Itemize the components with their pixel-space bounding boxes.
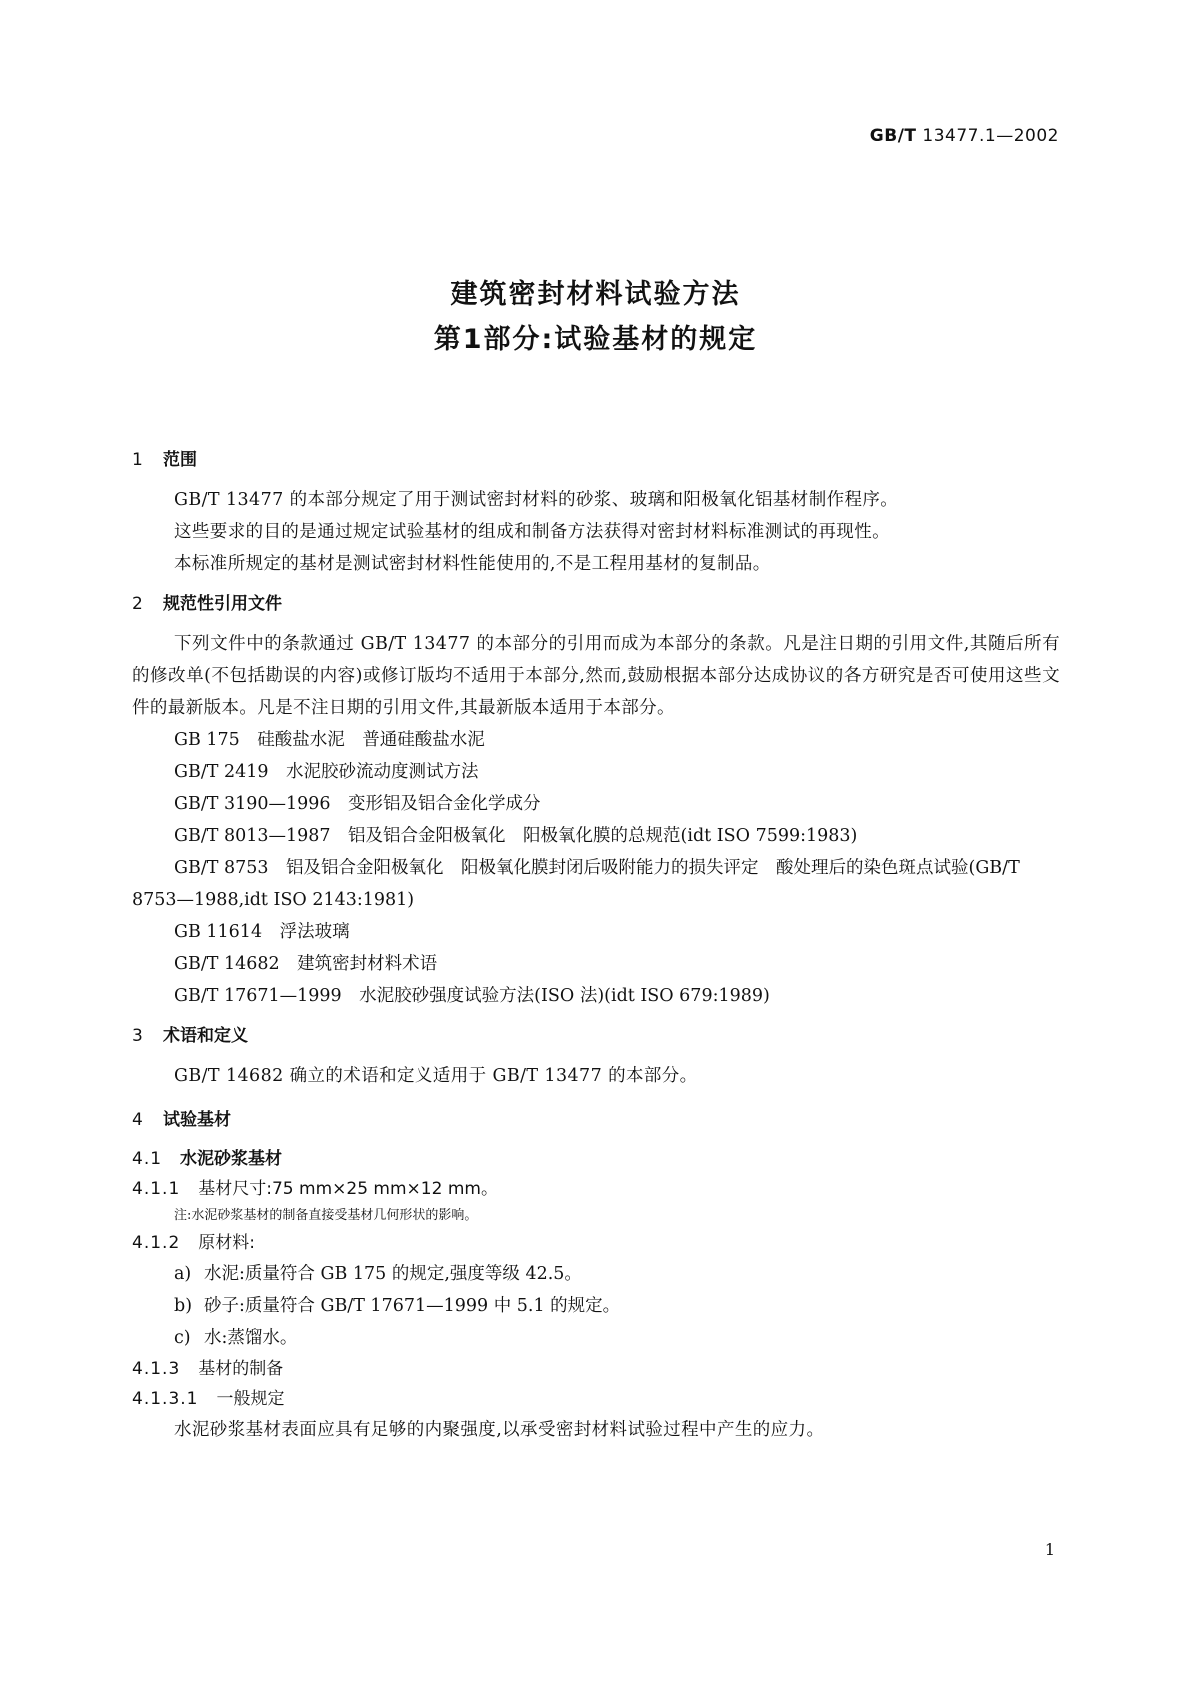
section-title: 术语和定义 — [163, 1026, 248, 1046]
scope-paragraph-3: 本标准所规定的基材是测试密封材料性能使用的,不是工程用基材的复制品。 — [174, 554, 771, 574]
terms-paragraph: GB/T 14682 确立的术语和定义适用于 GB/T 13477 的本部分。 — [174, 1066, 698, 1086]
clause-4-1-3 — [132, 1354, 1060, 1384]
section-number: 2 — [132, 594, 143, 614]
reference-item: GB 175 硅酸盐水泥 普通硅酸盐水泥 — [174, 730, 485, 750]
standard-code: 13477.1—2002 — [922, 126, 1059, 146]
list-label: b) — [174, 1296, 193, 1316]
list-text: 水泥:质量符合 GB 175 的规定,强度等级 42.5。 — [204, 1264, 582, 1284]
document-title — [0, 272, 1191, 362]
section-heading-terms — [132, 1022, 1060, 1050]
subsection-number: 4.1 — [132, 1149, 163, 1169]
title-line-2: 第1部分:试验基材的规定 — [433, 324, 758, 355]
clause-4-1-3-1 — [132, 1384, 1060, 1414]
section-title: 试验基材 — [163, 1110, 231, 1130]
clause-4-1-2 — [132, 1228, 1060, 1258]
list-text: 水:蒸馏水。 — [204, 1328, 298, 1348]
section-heading-test-substrates — [132, 1106, 1060, 1134]
list-item — [132, 1290, 1060, 1322]
clause-text: 原材料: — [198, 1233, 255, 1253]
reference-item: GB/T 3190—1996 变形铝及铝合金化学成分 — [174, 794, 541, 814]
title-line-1: 建筑密封材料试验方法 — [450, 279, 741, 310]
reference-item: GB/T 8013—1987 铝及铝合金阳极氧化 阳极氧化膜的总规范(idt ISO 7599:1983) — [174, 826, 858, 846]
reference-item: GB 11614 浮法玻璃 — [174, 922, 350, 942]
mortar-general-paragraph: 水泥砂浆基材表面应具有足够的内聚强度,以承受密封材料试验过程中产生的应力。 — [174, 1420, 825, 1440]
section-number: 1 — [132, 450, 143, 470]
document-body — [132, 446, 1060, 1446]
section-number: 4 — [132, 1110, 143, 1130]
scope-paragraph-1: GB/T 13477 的本部分规定了用于测试密封材料的砂浆、玻璃和阳极氧化铝基材制作程序。 — [174, 490, 899, 510]
clause-text: 基材的制备 — [198, 1359, 284, 1379]
page-number: 1 — [1044, 1540, 1055, 1559]
references-intro: 下列文件中的条款通过 GB/T 13477 的本部分的引用而成为本部分的条款。凡是注日期的引用文件,其随后所有的修改单(不包括勘误的内容)或修订版均不适用于本部分,然而,鼓励根据本部分达成协议的各方研究是否可使用这些文件的最新版本。凡是不注日期的引用文件,其最新版本适用于本部分。 — [132, 634, 1060, 718]
clause-4-1-1 — [132, 1174, 1060, 1204]
section-heading-normative-references — [132, 590, 1060, 618]
clause-text: 一般规定 — [216, 1389, 285, 1409]
reference-item: GB/T 8753 铝及铝合金阳极氧化 阳极氧化膜封闭后吸附能力的损失评定 酸处理后的染色斑点试验(GB/T 8753—1988,idt ISO 2143:1981) — [132, 858, 1020, 910]
clause-number: 4.1.1 — [132, 1179, 181, 1199]
clause-text: 基材尺寸:75 mm×25 mm×12 mm。 — [198, 1179, 498, 1199]
subsection-title: 水泥砂浆基材 — [180, 1149, 283, 1169]
reference-item: GB/T 17671—1999 水泥胶砂强度试验方法(ISO 法)(idt ISO 679:1989) — [174, 986, 770, 1006]
list-item — [132, 1258, 1060, 1290]
section-heading-scope — [132, 446, 1060, 474]
clause-number: 4.1.2 — [132, 1233, 181, 1253]
reference-item: GB/T 2419 水泥胶砂流动度测试方法 — [174, 762, 479, 782]
list-item — [132, 1322, 1060, 1354]
list-label: c) — [174, 1328, 191, 1348]
list-text: 砂子:质量符合 GB/T 17671—1999 中 5.1 的规定。 — [204, 1296, 621, 1316]
list-label: a) — [174, 1264, 192, 1284]
clause-number: 4.1.3 — [132, 1359, 181, 1379]
section-title: 范围 — [163, 450, 197, 470]
reference-item: GB/T 14682 建筑密封材料术语 — [174, 954, 438, 974]
section-title: 规范性引用文件 — [163, 594, 282, 614]
subsection-heading-mortar — [132, 1144, 1060, 1174]
standard-prefix: GB/T — [869, 126, 917, 146]
standard-number — [870, 126, 1059, 146]
clause-number: 4.1.3.1 — [132, 1389, 199, 1409]
section-number: 3 — [132, 1026, 143, 1046]
scope-paragraph-2: 这些要求的目的是通过规定试验基材的组成和制备方法获得对密封材料标准测试的再现性。 — [174, 522, 890, 542]
note: 注:水泥砂浆基材的制备直接受基材几何形状的影响。 — [174, 1208, 478, 1223]
